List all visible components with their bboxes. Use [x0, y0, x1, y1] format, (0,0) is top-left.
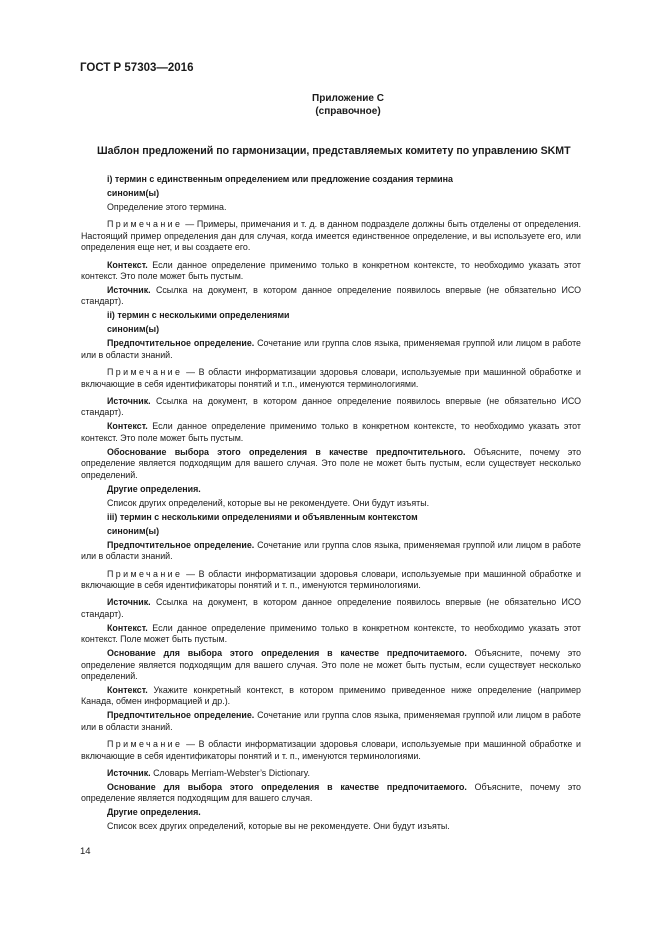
paragraph-text: Сочетание или группа слов языка, применяемая группой или лицом в работе или в области знаний. — [81, 710, 581, 732]
document-title: Шаблон предложений по гармонизации, представляемых комитету по управлению SKMT — [97, 145, 571, 157]
field-paragraph — [81, 338, 581, 361]
field-paragraph — [81, 710, 581, 733]
field-paragraph — [81, 285, 581, 308]
page-header: ГОСТ Р 57303—2016 — [80, 62, 194, 74]
note-paragraph — [81, 367, 581, 390]
note-label: Примечание — [107, 568, 183, 579]
paragraph-text: Ссылка на документ, в котором данное определение появилось впервые (не обязательно ИСО стандарт). — [81, 396, 581, 418]
field-label: Основание для выбора этого определения в качестве предпочитаемого. — [107, 648, 467, 659]
paragraph-text: Объясните, почему это определение является подходящим для вашего случая. — [81, 781, 581, 804]
paragraph-text: Если данное определение применимо только в конкретном контексте, то необходимо указать этот контекст. Это поле может быть пустым. — [81, 421, 581, 443]
field-paragraph — [81, 447, 581, 481]
section-heading: синоним(ы) — [107, 188, 160, 198]
paragraph-text: — Примеры, примечания и т. д. в данном подразделе должны быть отделены от определения. Настоящий пример определения дан для случая, когда имеется единственное определение, и вы используете его, или определения еще нет, и вы создаете его. — [81, 219, 581, 253]
field-paragraph — [81, 484, 581, 495]
field-paragraph — [81, 768, 581, 779]
field-label: Контекст. — [107, 622, 148, 633]
paragraph-text: Ссылка на документ, в котором данное определение появилось впервые (не обязательно ИСО стандарт). — [81, 285, 581, 307]
field-paragraph — [81, 648, 581, 682]
field-label: Контекст. — [107, 259, 148, 270]
paragraph-text: Объясните, почему это определение является подходящим для вашего случая. Это поле не может быть пустым, если существует несколько определений. — [81, 648, 581, 681]
field-label: Источник. — [107, 767, 151, 778]
section-heading: iii) термин с несколькими определениями и объявленным контекстом — [107, 511, 418, 522]
section-heading: синоним(ы) — [107, 324, 160, 335]
field-label: Другие определения. — [107, 807, 201, 818]
annex-heading — [0, 92, 661, 118]
annex-title: Приложение С — [312, 93, 384, 104]
field-label: Основание для выбора этого определения в качестве предпочитаемого. — [107, 781, 467, 792]
note-label: Примечание — [107, 739, 183, 750]
paragraph-text: — В области информатизации здоровья словари, используемые при машинной обработке и включающие в себя идентификаторы понятий и т.п., именуются терминологиями. — [81, 367, 581, 389]
section-heading: i) термин с единственным определением или предложение создания термина — [107, 174, 453, 184]
field-paragraph — [81, 685, 581, 708]
field-paragraph — [81, 421, 581, 444]
document-body — [81, 174, 581, 835]
paragraph-text: — В области информатизации здоровья словари, используемые при машинной обработке и включающие в себя идентификаторы понятий и т. п., именуются терминологиями. — [81, 739, 581, 761]
note-label: Примечание — [107, 219, 183, 230]
note-paragraph — [81, 219, 581, 253]
field-paragraph — [81, 396, 581, 419]
paragraph-text: Если данное определение применимо только в конкретном контексте, то необходимо указать этот контекст. Поле может быть пустым. — [81, 622, 581, 645]
paragraph-text: Объясните, почему это определение является подходящим для вашего случая. Это поле не может быть пустым, если существует несколько определений. — [81, 446, 581, 480]
field-label: Контекст. — [107, 421, 148, 432]
page-number: 14 — [80, 846, 91, 857]
note-paragraph — [81, 569, 581, 592]
paragraph-text: Укажите конкретный контекст, в котором применимо приведенное ниже определение (например Канада, обмен информацией и др.). — [81, 684, 581, 707]
annex-subtitle: (справочное) — [315, 106, 381, 117]
field-paragraph — [81, 597, 581, 620]
field-label: Источник. — [107, 597, 151, 608]
field-label: Предпочтительное определение. — [107, 710, 255, 721]
field-label: Источник. — [107, 285, 151, 296]
section-heading: синоним(ы) — [107, 525, 160, 536]
paragraph: Список других определений, которые вы не рекомендуете. Они будут изъяты. — [107, 497, 430, 508]
field-label: Предпочтительное определение. — [107, 539, 255, 550]
field-paragraph — [81, 623, 581, 646]
field-paragraph — [81, 807, 581, 818]
field-paragraph — [81, 540, 581, 563]
paragraph-text: Если данное определение применимо только в конкретном контексте, то необходимо указать этот контекст. Это поле может быть пустым. — [81, 259, 581, 282]
paragraph-text: Сочетание или группа слов языка, применяемая группой или лицом в работе или в области знаний. — [81, 539, 581, 562]
paragraph-text: — В области информатизации здоровья словари, используемые при машинной обработке и включающие в себя идентификаторы понятий и т. п., именуются терминологиями. — [81, 568, 581, 590]
note-label: Примечание — [107, 367, 183, 378]
field-label: Источник. — [107, 396, 151, 407]
paragraph: Определение этого термина. — [107, 202, 227, 212]
field-paragraph — [81, 260, 581, 283]
section-heading: ii) термин с несколькими определениями — [107, 310, 290, 321]
paragraph-text: Словарь Merriam-Webster’s Dictionary. — [150, 767, 310, 778]
paragraph-text: Сочетание или группа слов языка, применяемая группой или лицом в работе или в области знаний. — [81, 338, 581, 360]
field-label: Контекст. — [107, 684, 148, 695]
paragraph-text: Ссылка на документ, в котором данное определение появилось впервые (не обязательно ИСО стандарт). — [81, 597, 581, 619]
field-paragraph — [81, 782, 581, 805]
field-label: Другие определения. — [107, 483, 201, 494]
field-label: Обоснование выбора этого определения в качестве предпочтительного. — [107, 446, 466, 457]
paragraph: Список всех других определений, которые вы не рекомендуете. Они будут изъяты. — [107, 821, 450, 832]
field-label: Предпочтительное определение. — [107, 338, 255, 349]
note-paragraph — [81, 739, 581, 762]
